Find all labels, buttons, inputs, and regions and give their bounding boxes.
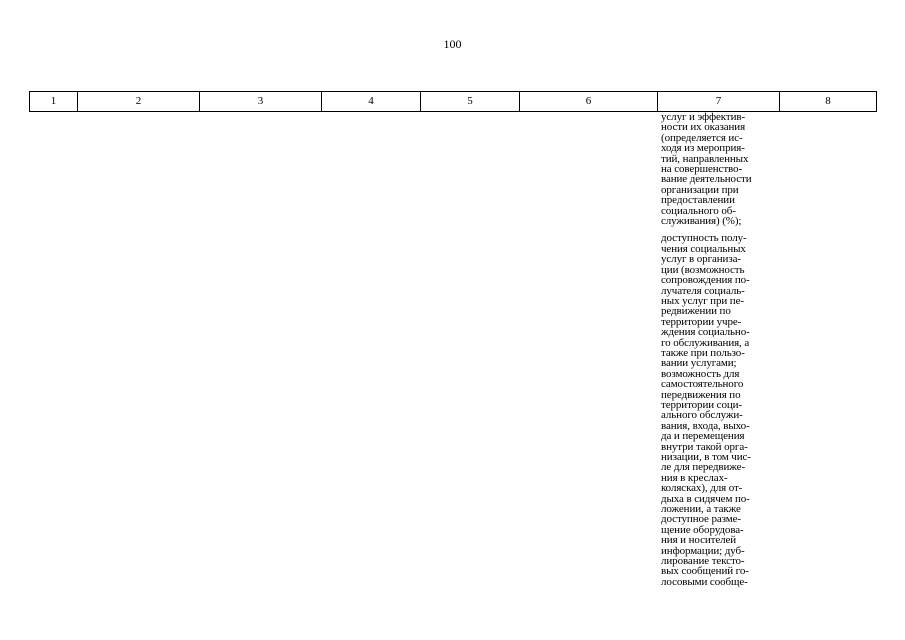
text-line: ального обслужи- bbox=[661, 409, 743, 422]
text-line: да и перемещения bbox=[661, 430, 745, 443]
text-line: служивания) (%); bbox=[661, 215, 742, 228]
text-line: ных услуг при пе- bbox=[661, 294, 744, 307]
text-line: тий, направленных bbox=[661, 152, 749, 165]
text-line: также при пользо- bbox=[661, 346, 745, 359]
header-cell-2: 2 bbox=[78, 92, 200, 111]
header-cell-5: 5 bbox=[421, 92, 520, 111]
text-line: территории учре- bbox=[661, 315, 742, 328]
text-line: на совершенство- bbox=[661, 163, 743, 176]
text-line: социального об- bbox=[661, 204, 736, 217]
text-line: ложении, а также bbox=[661, 503, 741, 516]
text-line: услуг в организа- bbox=[661, 253, 741, 266]
text-line: лирование тексто- bbox=[661, 555, 745, 568]
text-line: редвижении по bbox=[661, 305, 731, 318]
header-cell-7: 7 bbox=[658, 92, 780, 111]
header-cell-4: 4 bbox=[322, 92, 421, 111]
text-line: услуг и эффектив- bbox=[661, 111, 746, 123]
text-line: ждения социально- bbox=[661, 326, 750, 339]
header-cell-1: 1 bbox=[30, 92, 78, 111]
text-line: низации, в том чис- bbox=[661, 451, 751, 463]
text-line: сопровождения по- bbox=[661, 274, 750, 287]
text-line: возможность для bbox=[661, 367, 740, 380]
page-number: 100 bbox=[443, 37, 462, 51]
header-cell-8: 8 bbox=[825, 95, 831, 107]
text-line: колясках), для от- bbox=[661, 482, 743, 495]
text-line: вание деятельности bbox=[661, 173, 752, 186]
column-7-paragraph bbox=[661, 112, 779, 226]
text-line: самостоятельного bbox=[661, 378, 744, 391]
text-line: чения социальных bbox=[661, 242, 746, 255]
text-line: лучателя социаль- bbox=[661, 284, 745, 297]
text-line: вых сообщений го- bbox=[661, 565, 749, 578]
text-line: передвижения по bbox=[661, 388, 741, 401]
document-table bbox=[29, 91, 877, 621]
text-line: ности их оказания bbox=[661, 121, 746, 134]
text-line: ния и носителей bbox=[661, 534, 737, 547]
text-line: ходя из мероприя- bbox=[661, 142, 745, 155]
text-line: доступное разме- bbox=[661, 513, 741, 526]
text-line: щение оборудова- bbox=[661, 523, 744, 536]
text-line: территории соци- bbox=[661, 398, 742, 411]
text-line: ния в креслах- bbox=[661, 471, 728, 484]
text-line: ле для передвиже- bbox=[661, 461, 746, 474]
text-line: лосовыми сообще- bbox=[661, 575, 748, 588]
header-cell-3: 3 bbox=[200, 92, 322, 111]
text-line: доступность полу- bbox=[661, 232, 747, 245]
text-line: организации при bbox=[661, 183, 739, 196]
text-line: информации; дуб- bbox=[661, 544, 745, 557]
text-line: вании услугами; bbox=[661, 357, 737, 370]
text-line: вания, входа, выхо- bbox=[661, 419, 750, 432]
column-7-text bbox=[661, 112, 779, 587]
header-cell-6: 6 bbox=[520, 92, 658, 111]
column-7-paragraph bbox=[661, 233, 779, 587]
text-line: предоставлении bbox=[661, 194, 735, 207]
text-line: ции (возможность bbox=[661, 263, 745, 276]
text-line: дыха в сидячем по- bbox=[661, 492, 750, 505]
text-line: внутри такой орга- bbox=[661, 440, 748, 453]
table-header-row bbox=[29, 91, 877, 112]
text-line: (определяется ис- bbox=[661, 131, 743, 144]
text-line: го обслуживания, а bbox=[661, 336, 750, 349]
